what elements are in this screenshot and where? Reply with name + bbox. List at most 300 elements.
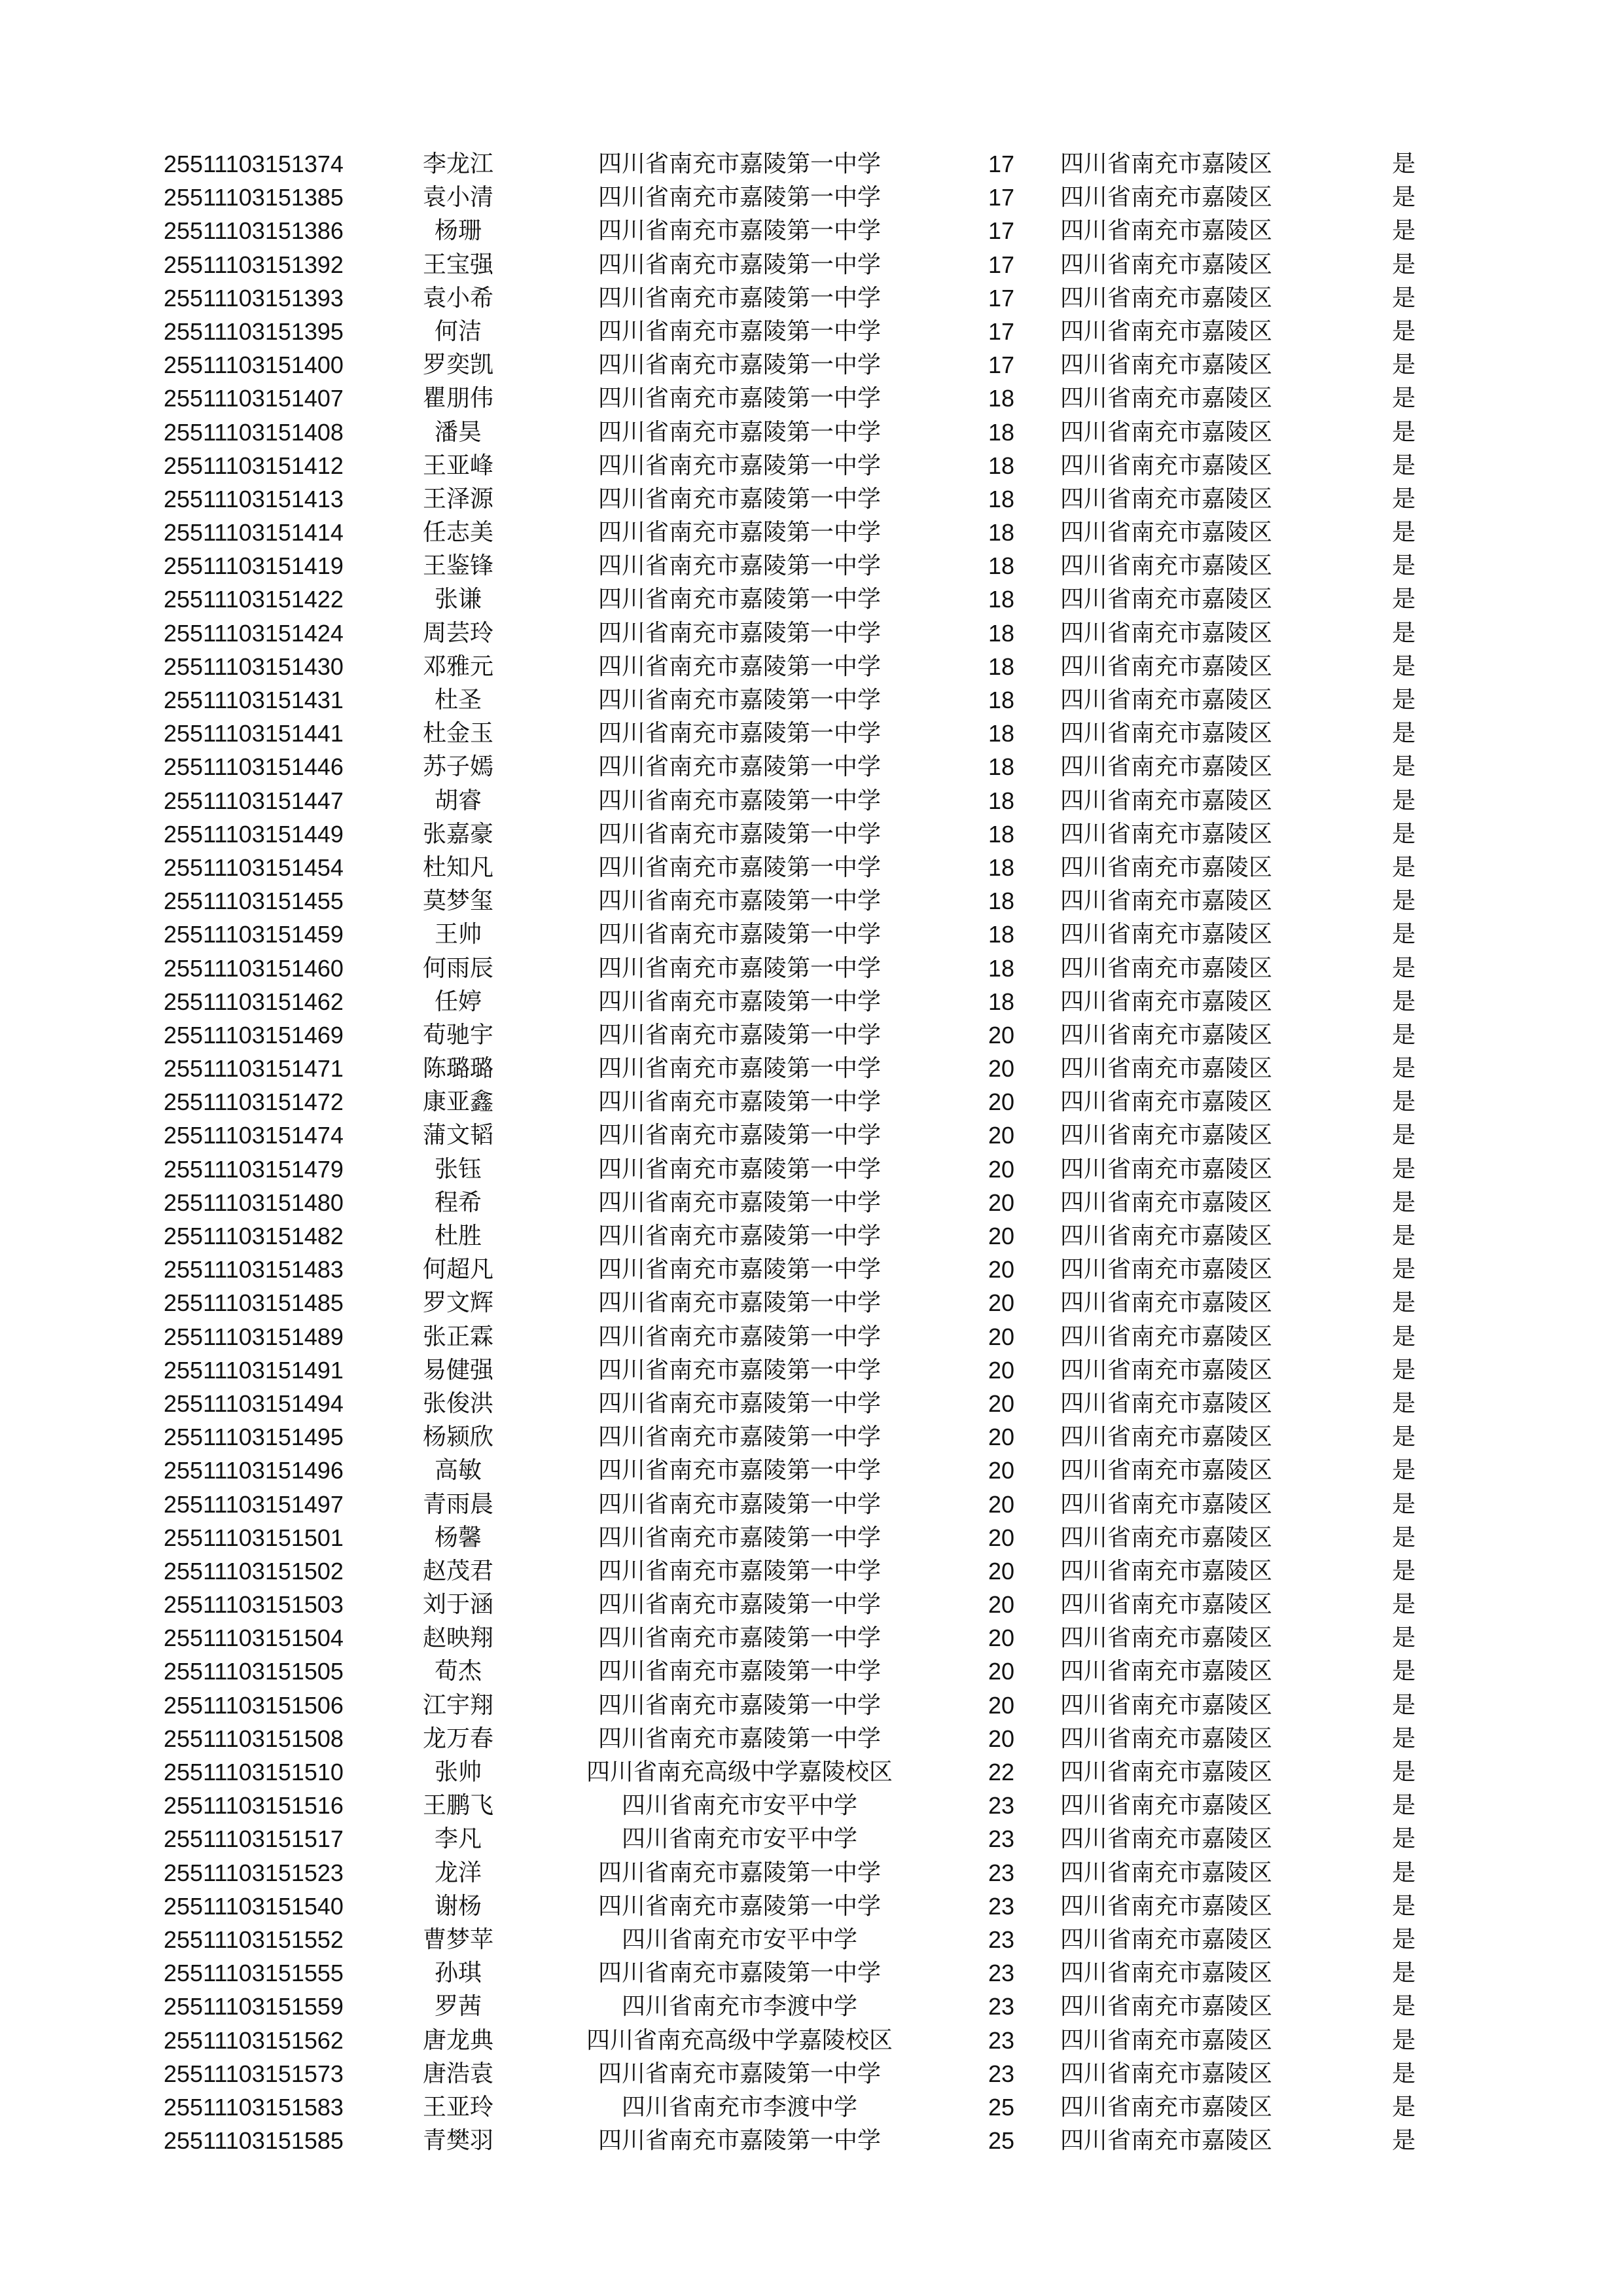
school-cell: 四川省南充市嘉陵第一中学	[597, 1859, 881, 1886]
number-cell: 20	[988, 1356, 1015, 1384]
table-row	[0, 482, 1623, 516]
flag-cell: 是	[1391, 151, 1416, 177]
table-row	[0, 1454, 1623, 1487]
number-cell: 20	[988, 1557, 1015, 1585]
student-id-cell: 25511103151374	[164, 151, 344, 177]
school-cell: 四川省南充市嘉陵第一中学	[597, 1055, 881, 1083]
school-cell: 四川省南充市嘉陵第一中学	[597, 1088, 881, 1116]
table-row	[0, 952, 1623, 985]
school-cell: 四川省南充市嘉陵第一中学	[597, 184, 881, 211]
table-row	[0, 1018, 1623, 1052]
flag-cell: 是	[1391, 385, 1416, 412]
flag-cell: 是	[1391, 753, 1416, 781]
table-row	[0, 516, 1623, 549]
number-cell: 17	[988, 284, 1015, 312]
student-name-cell: 杜金玉	[422, 720, 493, 747]
table-row	[0, 717, 1623, 750]
table-row	[0, 817, 1623, 851]
student-name-cell: 王鹏飞	[422, 1792, 493, 1820]
student-name-cell: 苏子嫣	[422, 753, 493, 781]
district-cell: 四川省南充市嘉陵区	[1060, 2026, 1273, 2054]
flag-cell: 是	[1391, 1591, 1416, 1619]
flag-cell: 是	[1391, 1055, 1416, 1083]
student-id-cell: 25511103151462	[164, 988, 344, 1015]
number-cell: 20	[988, 1490, 1015, 1518]
number-cell: 20	[988, 1223, 1015, 1249]
number-cell: 20	[988, 1155, 1015, 1183]
district-cell: 四川省南充市嘉陵区	[1060, 1256, 1273, 1283]
student-name-cell: 王鉴锋	[422, 552, 493, 580]
table-row	[0, 1119, 1623, 1152]
flag-cell: 是	[1391, 2026, 1416, 2054]
flag-cell: 是	[1391, 217, 1416, 245]
school-cell: 四川省南充高级中学嘉陵校区	[586, 1759, 893, 1785]
number-cell: 25	[988, 2127, 1015, 2155]
student-id-cell: 25511103151431	[164, 687, 344, 713]
district-cell: 四川省南充市嘉陵区	[1060, 1223, 1273, 1249]
district-cell: 四川省南充市嘉陵区	[1060, 418, 1273, 446]
student-id-cell: 25511103151392	[164, 251, 344, 278]
table-row	[0, 1153, 1623, 1186]
student-name-cell: 罗茜	[434, 1993, 482, 2020]
table-row	[0, 449, 1623, 482]
flag-cell: 是	[1391, 1960, 1416, 1987]
flag-cell: 是	[1391, 820, 1416, 848]
school-cell: 四川省南充市嘉陵第一中学	[597, 653, 881, 680]
number-cell: 22	[988, 1759, 1015, 1785]
student-name-cell: 张谦	[434, 586, 482, 613]
school-cell: 四川省南充市嘉陵第一中学	[597, 1691, 881, 1719]
student-name-cell: 张帅	[434, 1759, 482, 1785]
school-cell: 四川省南充市嘉陵第一中学	[597, 1892, 881, 1920]
student-name-cell: 唐龙典	[422, 2026, 493, 2054]
district-cell: 四川省南充市嘉陵区	[1060, 1323, 1273, 1350]
school-cell: 四川省南充市嘉陵第一中学	[597, 853, 881, 881]
student-id-cell: 25511103151562	[164, 2026, 344, 2054]
school-cell: 四川省南充市嘉陵第一中学	[597, 1356, 881, 1384]
table-row	[0, 884, 1623, 918]
school-cell: 四川省南充市嘉陵第一中学	[597, 1289, 881, 1317]
table-row	[0, 1420, 1623, 1454]
table-row	[0, 650, 1623, 683]
school-cell: 四川省南充市嘉陵第一中学	[597, 485, 881, 512]
flag-cell: 是	[1391, 251, 1416, 278]
student-id-cell: 25511103151446	[164, 753, 344, 781]
number-cell: 23	[988, 1960, 1015, 1987]
student-name-cell: 谢杨	[434, 1892, 482, 1920]
district-cell: 四川省南充市嘉陵区	[1060, 1792, 1273, 1820]
flag-cell: 是	[1391, 452, 1416, 479]
flag-cell: 是	[1391, 2127, 1416, 2155]
student-name-cell: 杨珊	[434, 217, 482, 245]
table-row	[0, 1722, 1623, 1755]
flag-cell: 是	[1391, 1792, 1416, 1820]
number-cell: 20	[988, 1457, 1015, 1484]
student-name-cell: 陈璐璐	[422, 1055, 493, 1083]
flag-cell: 是	[1391, 1624, 1416, 1652]
number-cell: 20	[988, 1256, 1015, 1283]
district-cell: 四川省南充市嘉陵区	[1060, 687, 1273, 713]
student-name-cell: 杜胜	[434, 1223, 482, 1249]
district-cell: 四川省南充市嘉陵区	[1060, 619, 1273, 647]
flag-cell: 是	[1391, 1859, 1416, 1886]
school-cell: 四川省南充市嘉陵第一中学	[597, 1189, 881, 1216]
student-name-cell: 康亚鑫	[422, 1088, 493, 1116]
student-name-cell: 王宝强	[422, 251, 493, 278]
school-cell: 四川省南充市安平中学	[621, 1926, 857, 1953]
district-cell: 四川省南充市嘉陵区	[1060, 1591, 1273, 1619]
table-row	[0, 683, 1623, 717]
student-name-cell: 罗文辉	[422, 1289, 493, 1317]
table-row	[0, 147, 1623, 181]
district-cell: 四川省南充市嘉陵区	[1060, 954, 1273, 982]
student-name-cell: 孙琪	[434, 1960, 482, 1987]
number-cell: 18	[988, 586, 1015, 613]
district-cell: 四川省南充市嘉陵区	[1060, 720, 1273, 747]
flag-cell: 是	[1391, 351, 1416, 379]
district-cell: 四川省南充市嘉陵区	[1060, 385, 1273, 412]
school-cell: 四川省南充市嘉陵第一中学	[597, 452, 881, 479]
school-cell: 四川省南充市嘉陵第一中学	[597, 888, 881, 915]
student-id-cell: 25511103151455	[164, 888, 344, 915]
flag-cell: 是	[1391, 619, 1416, 647]
student-id-cell: 25511103151503	[164, 1591, 344, 1619]
table-row	[0, 248, 1623, 281]
student-name-cell: 程希	[434, 1189, 482, 1216]
flag-cell: 是	[1391, 1256, 1416, 1283]
student-name-cell: 罗奕凯	[422, 351, 493, 379]
school-cell: 四川省南充市嘉陵第一中学	[597, 1223, 881, 1249]
roster-table	[0, 147, 1623, 2157]
number-cell: 18	[988, 921, 1015, 948]
flag-cell: 是	[1391, 1323, 1416, 1350]
number-cell: 20	[988, 1424, 1015, 1451]
student-id-cell: 25511103151540	[164, 1892, 344, 1920]
student-name-cell: 周芸玲	[422, 619, 493, 647]
number-cell: 23	[988, 1993, 1015, 2020]
table-row	[0, 1655, 1623, 1688]
number-cell: 20	[988, 1055, 1015, 1083]
flag-cell: 是	[1391, 1926, 1416, 1953]
table-row	[0, 1488, 1623, 1521]
flag-cell: 是	[1391, 552, 1416, 580]
student-id-cell: 25511103151449	[164, 820, 344, 848]
student-name-cell: 龙洋	[434, 1859, 482, 1886]
student-name-cell: 瞿朋伟	[422, 385, 493, 412]
district-cell: 四川省南充市嘉陵区	[1060, 2093, 1273, 2121]
district-cell: 四川省南充市嘉陵区	[1060, 853, 1273, 881]
student-id-cell: 25511103151469	[164, 1021, 344, 1049]
flag-cell: 是	[1391, 1155, 1416, 1183]
student-name-cell: 李龙江	[422, 151, 493, 177]
flag-cell: 是	[1391, 485, 1416, 512]
school-cell: 四川省南充市嘉陵第一中学	[597, 954, 881, 982]
district-cell: 四川省南充市嘉陵区	[1060, 988, 1273, 1015]
flag-cell: 是	[1391, 921, 1416, 948]
student-id-cell: 25511103151508	[164, 1725, 344, 1752]
school-cell: 四川省南充市李渡中学	[621, 1993, 857, 2020]
table-row	[0, 583, 1623, 616]
student-id-cell: 25511103151573	[164, 2060, 344, 2087]
district-cell: 四川省南充市嘉陵区	[1060, 2127, 1273, 2155]
table-row	[0, 549, 1623, 583]
district-cell: 四川省南充市嘉陵区	[1060, 787, 1273, 814]
student-name-cell: 何雨辰	[422, 954, 493, 982]
number-cell: 17	[988, 184, 1015, 211]
table-row	[0, 1186, 1623, 1219]
table-row	[0, 617, 1623, 650]
number-cell: 18	[988, 385, 1015, 412]
district-cell: 四川省南充市嘉陵区	[1060, 1490, 1273, 1518]
table-row	[0, 784, 1623, 817]
table-row	[0, 348, 1623, 382]
table-row	[0, 1956, 1623, 1990]
table-row	[0, 918, 1623, 951]
district-cell: 四川省南充市嘉陵区	[1060, 151, 1273, 177]
school-cell: 四川省南充市嘉陵第一中学	[597, 1256, 881, 1283]
number-cell: 18	[988, 552, 1015, 580]
table-row	[0, 1689, 1623, 1722]
table-row	[0, 1219, 1623, 1253]
district-cell: 四川省南充市嘉陵区	[1060, 1926, 1273, 1953]
number-cell: 20	[988, 1390, 1015, 1417]
flag-cell: 是	[1391, 1892, 1416, 1920]
school-cell: 四川省南充市嘉陵第一中学	[597, 2127, 881, 2155]
flag-cell: 是	[1391, 519, 1416, 547]
district-cell: 四川省南充市嘉陵区	[1060, 184, 1273, 211]
number-cell: 18	[988, 653, 1015, 680]
district-cell: 四川省南充市嘉陵区	[1060, 888, 1273, 915]
student-id-cell: 25511103151412	[164, 452, 344, 479]
student-name-cell: 潘昊	[434, 418, 482, 446]
table-row	[0, 416, 1623, 449]
student-id-cell: 25511103151471	[164, 1055, 344, 1083]
student-id-cell: 25511103151494	[164, 1390, 344, 1417]
student-name-cell: 杜圣	[434, 687, 482, 713]
number-cell: 20	[988, 1691, 1015, 1719]
district-cell: 四川省南充市嘉陵区	[1060, 1825, 1273, 1853]
student-name-cell: 李凡	[434, 1825, 482, 1853]
number-cell: 17	[988, 317, 1015, 345]
student-id-cell: 25511103151393	[164, 284, 344, 312]
number-cell: 18	[988, 720, 1015, 747]
student-id-cell: 25511103151474	[164, 1122, 344, 1149]
school-cell: 四川省南充市嘉陵第一中学	[597, 1524, 881, 1551]
flag-cell: 是	[1391, 1223, 1416, 1249]
district-cell: 四川省南充市嘉陵区	[1060, 284, 1273, 312]
school-cell: 四川省南充市嘉陵第一中学	[597, 552, 881, 580]
student-id-cell: 25511103151497	[164, 1490, 344, 1518]
number-cell: 20	[988, 1624, 1015, 1652]
student-name-cell: 赵茂君	[422, 1557, 493, 1585]
number-cell: 18	[988, 753, 1015, 781]
student-id-cell: 25511103151454	[164, 853, 344, 881]
school-cell: 四川省南充市嘉陵第一中学	[597, 151, 881, 177]
district-cell: 四川省南充市嘉陵区	[1060, 1624, 1273, 1652]
flag-cell: 是	[1391, 720, 1416, 747]
district-cell: 四川省南充市嘉陵区	[1060, 1759, 1273, 1785]
student-name-cell: 蒲文韬	[422, 1122, 493, 1149]
number-cell: 23	[988, 1926, 1015, 1953]
district-cell: 四川省南充市嘉陵区	[1060, 653, 1273, 680]
student-id-cell: 25511103151430	[164, 653, 344, 680]
flag-cell: 是	[1391, 1557, 1416, 1585]
district-cell: 四川省南充市嘉陵区	[1060, 1892, 1273, 1920]
student-id-cell: 25511103151447	[164, 787, 344, 814]
flag-cell: 是	[1391, 1759, 1416, 1785]
student-id-cell: 25511103151517	[164, 1825, 344, 1853]
student-id-cell: 25511103151505	[164, 1658, 344, 1685]
student-name-cell: 王泽源	[422, 485, 493, 512]
district-cell: 四川省南充市嘉陵区	[1060, 2060, 1273, 2087]
student-name-cell: 荀杰	[434, 1658, 482, 1685]
number-cell: 20	[988, 1088, 1015, 1116]
number-cell: 20	[988, 1658, 1015, 1685]
student-id-cell: 25511103151506	[164, 1691, 344, 1719]
student-name-cell: 龙万春	[422, 1725, 493, 1752]
number-cell: 18	[988, 820, 1015, 848]
table-row	[0, 1755, 1623, 1789]
number-cell: 18	[988, 619, 1015, 647]
school-cell: 四川省南充市嘉陵第一中学	[597, 418, 881, 446]
number-cell: 17	[988, 351, 1015, 379]
district-cell: 四川省南充市嘉陵区	[1060, 452, 1273, 479]
number-cell: 23	[988, 2026, 1015, 2054]
school-cell: 四川省南充市嘉陵第一中学	[597, 1021, 881, 1049]
number-cell: 20	[988, 1725, 1015, 1752]
student-name-cell: 张俊洪	[422, 1390, 493, 1417]
student-id-cell: 25511103151485	[164, 1289, 344, 1317]
number-cell: 23	[988, 1892, 1015, 1920]
student-name-cell: 王亚峰	[422, 452, 493, 479]
flag-cell: 是	[1391, 687, 1416, 713]
school-cell: 四川省南充市嘉陵第一中学	[597, 1960, 881, 1987]
student-name-cell: 唐浩袁	[422, 2060, 493, 2087]
student-name-cell: 袁小清	[422, 184, 493, 211]
district-cell: 四川省南充市嘉陵区	[1060, 820, 1273, 848]
student-name-cell: 杨颍欣	[422, 1424, 493, 1451]
number-cell: 18	[988, 954, 1015, 982]
school-cell: 四川省南充市嘉陵第一中学	[597, 1122, 881, 1149]
student-id-cell: 25511103151386	[164, 217, 344, 245]
number-cell: 18	[988, 687, 1015, 713]
student-name-cell: 胡睿	[434, 787, 482, 814]
table-row	[0, 281, 1623, 315]
student-id-cell: 25511103151516	[164, 1792, 344, 1820]
district-cell: 四川省南充市嘉陵区	[1060, 1122, 1273, 1149]
student-id-cell: 25511103151408	[164, 418, 344, 446]
student-name-cell: 杨馨	[434, 1524, 482, 1551]
table-row	[0, 2090, 1623, 2124]
flag-cell: 是	[1391, 1424, 1416, 1451]
student-name-cell: 赵映翔	[422, 1624, 493, 1652]
student-id-cell: 25511103151559	[164, 1993, 344, 2020]
flag-cell: 是	[1391, 2060, 1416, 2087]
student-id-cell: 25511103151407	[164, 385, 344, 412]
number-cell: 18	[988, 853, 1015, 881]
table-row	[0, 1789, 1623, 1822]
school-cell: 四川省南充市嘉陵第一中学	[597, 619, 881, 647]
number-cell: 18	[988, 787, 1015, 814]
student-name-cell: 邓雅元	[422, 653, 493, 680]
student-id-cell: 25511103151482	[164, 1223, 344, 1249]
student-name-cell: 杜知凡	[422, 853, 493, 881]
school-cell: 四川省南充市嘉陵第一中学	[597, 687, 881, 713]
school-cell: 四川省南充市嘉陵第一中学	[597, 1323, 881, 1350]
flag-cell: 是	[1391, 888, 1416, 915]
flag-cell: 是	[1391, 317, 1416, 345]
school-cell: 四川省南充市嘉陵第一中学	[597, 1424, 881, 1451]
table-row	[0, 1320, 1623, 1354]
district-cell: 四川省南充市嘉陵区	[1060, 552, 1273, 580]
flag-cell: 是	[1391, 1189, 1416, 1216]
number-cell: 18	[988, 452, 1015, 479]
number-cell: 20	[988, 1189, 1015, 1216]
student-id-cell: 25511103151552	[164, 1926, 344, 1953]
number-cell: 18	[988, 519, 1015, 547]
school-cell: 四川省南充市嘉陵第一中学	[597, 385, 881, 412]
student-name-cell: 何超凡	[422, 1256, 493, 1283]
student-id-cell: 25511103151419	[164, 552, 344, 580]
school-cell: 四川省南充市嘉陵第一中学	[597, 1457, 881, 1484]
number-cell: 23	[988, 1792, 1015, 1820]
school-cell: 四川省南充市嘉陵第一中学	[597, 1624, 881, 1652]
district-cell: 四川省南充市嘉陵区	[1060, 1993, 1273, 2020]
flag-cell: 是	[1391, 1524, 1416, 1551]
student-name-cell: 王帅	[434, 921, 482, 948]
flag-cell: 是	[1391, 586, 1416, 613]
school-cell: 四川省南充市嘉陵第一中学	[597, 217, 881, 245]
flag-cell: 是	[1391, 1390, 1416, 1417]
district-cell: 四川省南充市嘉陵区	[1060, 351, 1273, 379]
school-cell: 四川省南充市安平中学	[621, 1792, 857, 1820]
district-cell: 四川省南充市嘉陵区	[1060, 753, 1273, 781]
table-row	[0, 214, 1623, 247]
flag-cell: 是	[1391, 1457, 1416, 1484]
student-id-cell: 25511103151523	[164, 1859, 344, 1886]
number-cell: 17	[988, 217, 1015, 245]
student-id-cell: 25511103151422	[164, 586, 344, 613]
number-cell: 20	[988, 1591, 1015, 1619]
student-id-cell: 25511103151502	[164, 1557, 344, 1585]
table-row	[0, 1286, 1623, 1319]
student-name-cell: 高敏	[434, 1457, 482, 1484]
student-id-cell: 25511103151491	[164, 1356, 344, 1384]
flag-cell: 是	[1391, 184, 1416, 211]
district-cell: 四川省南充市嘉陵区	[1060, 1155, 1273, 1183]
table-row	[0, 1354, 1623, 1387]
student-name-cell: 江宇翔	[422, 1691, 493, 1719]
number-cell: 17	[988, 151, 1015, 177]
district-cell: 四川省南充市嘉陵区	[1060, 1021, 1273, 1049]
school-cell: 四川省南充市嘉陵第一中学	[597, 720, 881, 747]
table-row	[0, 1085, 1623, 1119]
student-name-cell: 荀驰宇	[422, 1021, 493, 1049]
school-cell: 四川省南充市嘉陵第一中学	[597, 921, 881, 948]
flag-cell: 是	[1391, 1725, 1416, 1752]
student-id-cell: 25511103151413	[164, 485, 344, 512]
district-cell: 四川省南充市嘉陵区	[1060, 1289, 1273, 1317]
student-name-cell: 袁小希	[422, 284, 493, 312]
school-cell: 四川省南充市嘉陵第一中学	[597, 1390, 881, 1417]
table-row	[0, 315, 1623, 348]
school-cell: 四川省南充市嘉陵第一中学	[597, 317, 881, 345]
school-cell: 四川省南充市嘉陵第一中学	[597, 2060, 881, 2087]
table-row	[0, 2024, 1623, 2057]
student-id-cell: 25511103151504	[164, 1624, 344, 1652]
school-cell: 四川省南充市嘉陵第一中学	[597, 251, 881, 278]
school-cell: 四川省南充市李渡中学	[621, 2093, 857, 2121]
